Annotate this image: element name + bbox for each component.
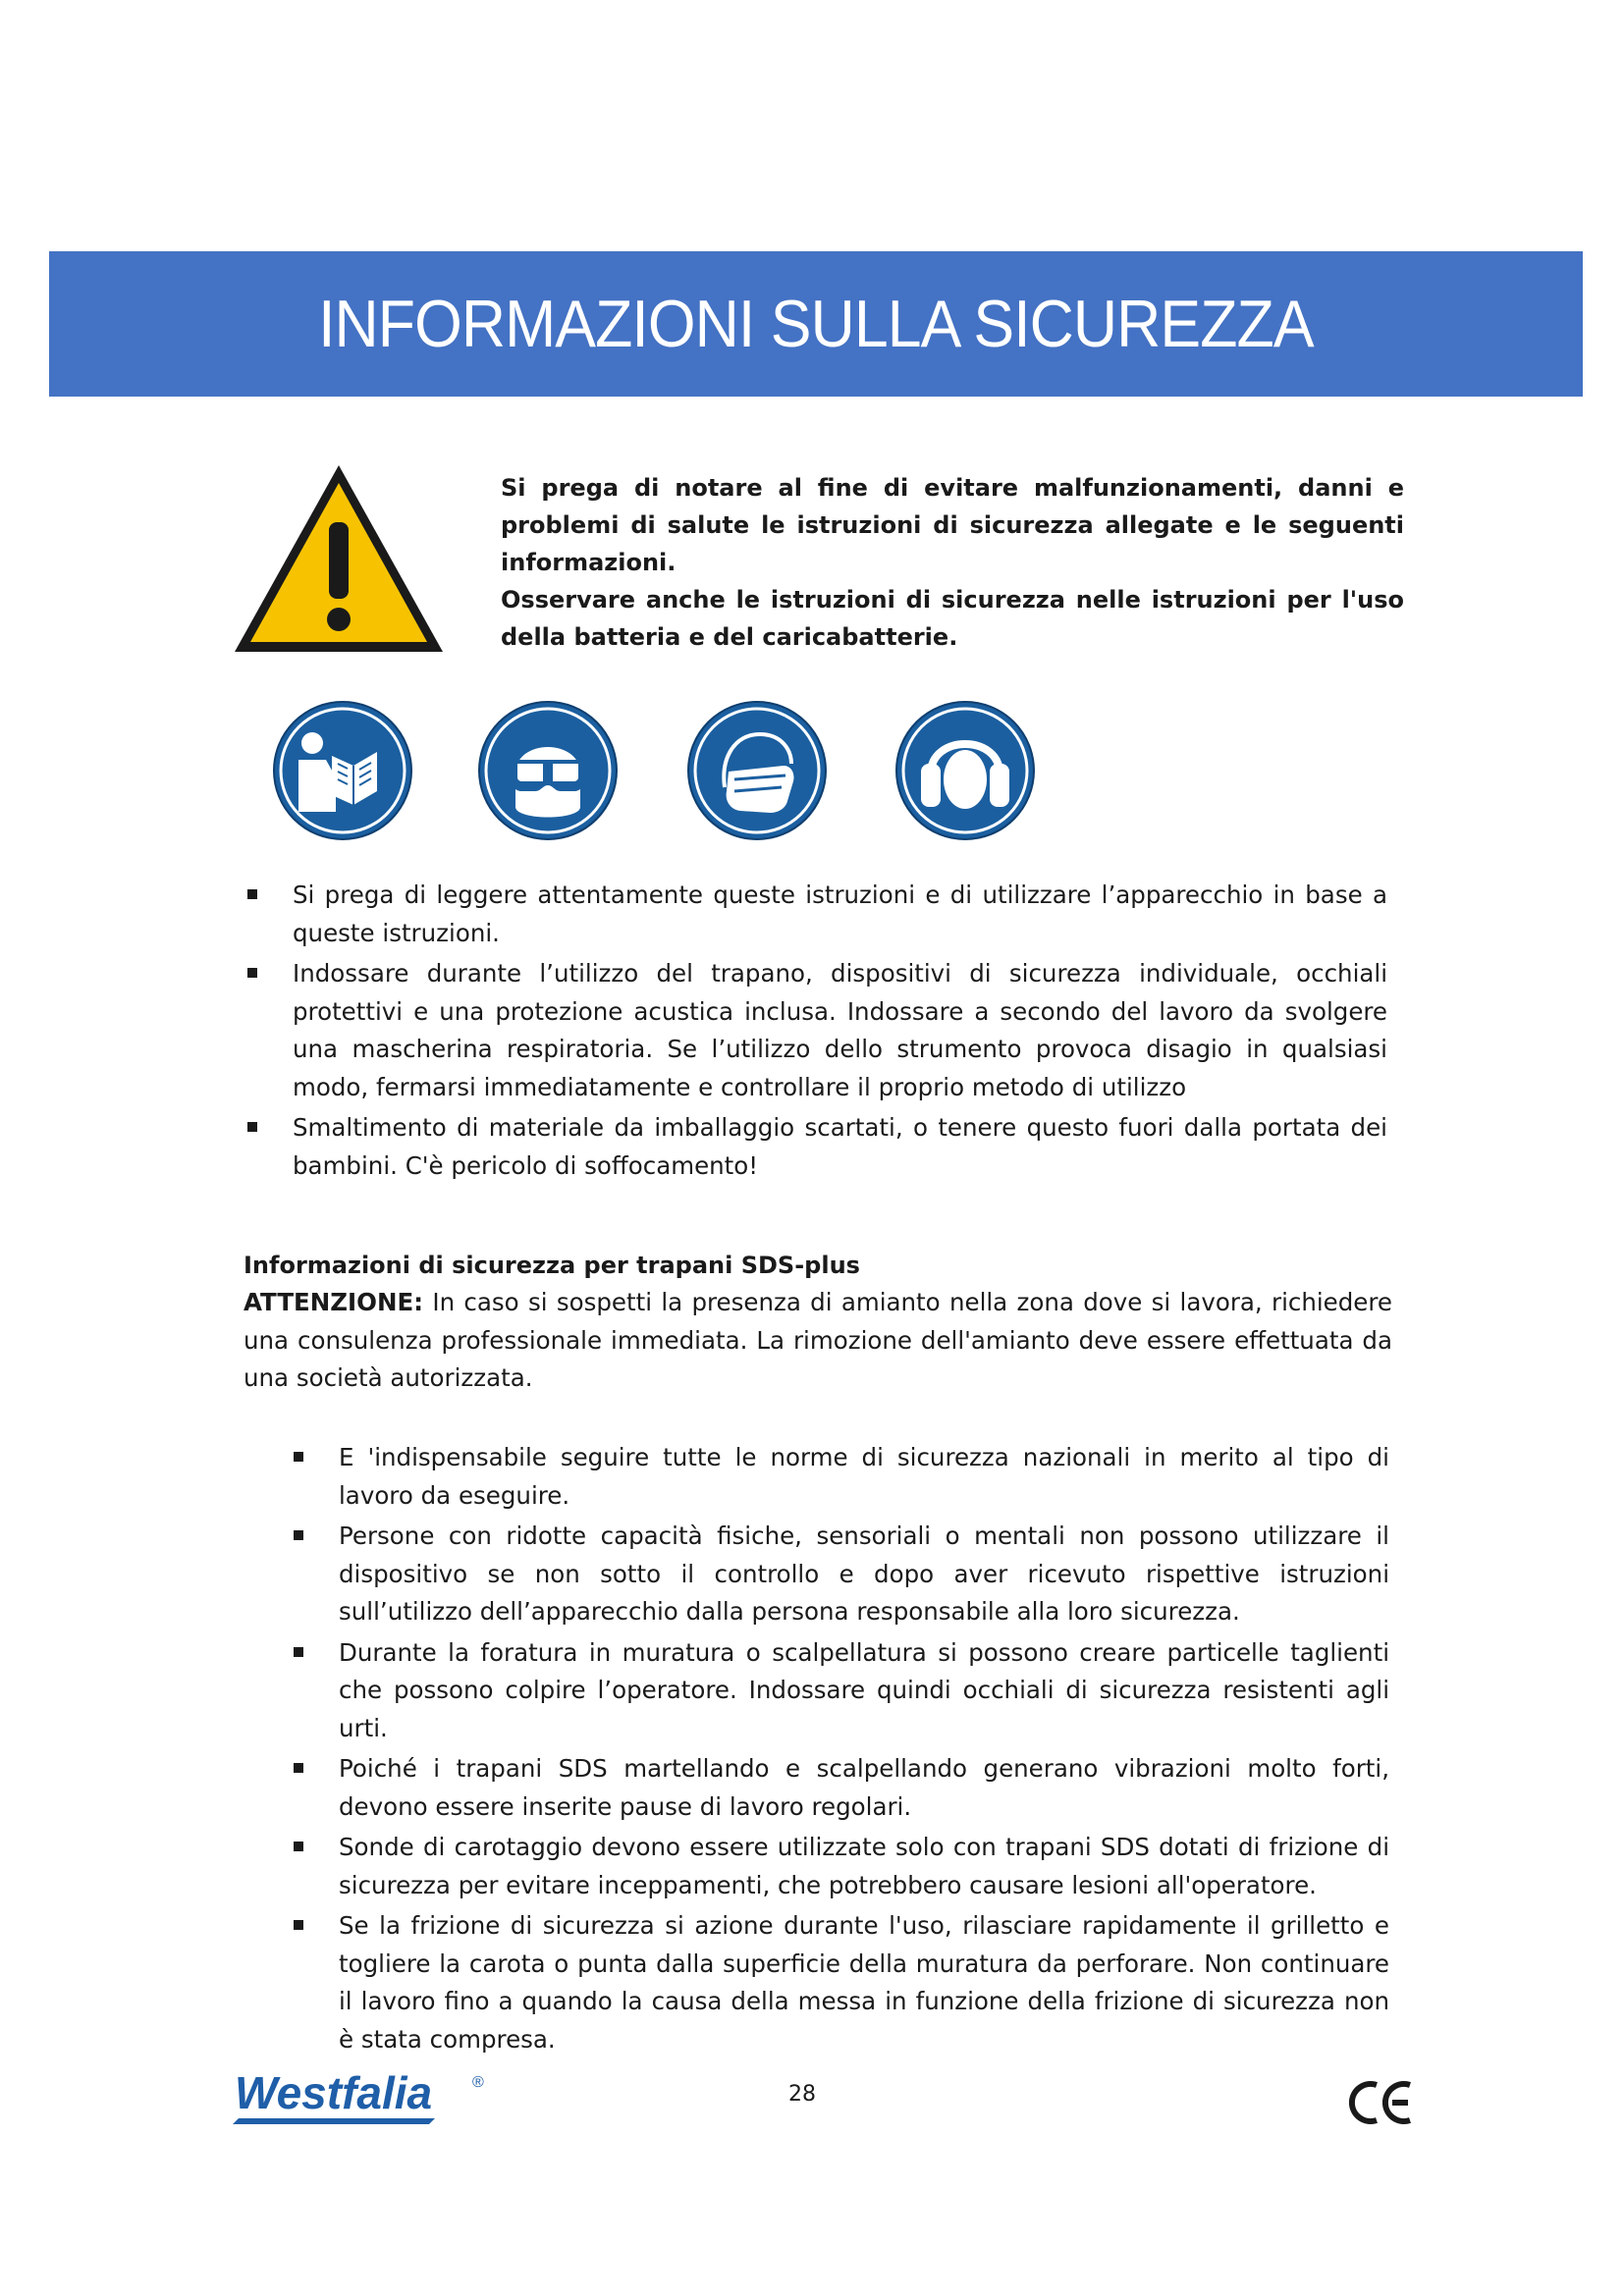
sds-plus-section bbox=[244, 1247, 1392, 1398]
list-item: Smaltimento di materiale da imballaggio scartati, o tenere questo fuori dalla portata dei bambini. C'è pericolo di soffocamento! bbox=[244, 1109, 1387, 1185]
intro-paragraph-2: Osservare anche le istruzioni di sicurezza nelle istruzioni per l'uso della batteria e del caricabatterie. bbox=[501, 586, 1404, 651]
list-item: Indossare durante l’utilizzo del trapano, dispositivi di sicurezza individuale, occhiali protettivi e una protezione acustica inclusa. Indossare a secondo del lavoro da svolgere una mascherina respiratoria. Se l’utilizzo dello strumento provoca disagio in qualsiasi modo, fermarsi immediatamente e controllare il proprio metodo di utilizzo bbox=[244, 955, 1387, 1106]
list-item: Durante la foratura in muratura o scalpellatura si possono creare particelle taglienti che possono colpire l’operatore. Indossare quindi occhiali di sicurezza resistenti agli urti. bbox=[290, 1634, 1389, 1748]
warning-triangle-icon bbox=[231, 461, 447, 658]
list-item: Si prega di leggere attentamente queste istruzioni e di utilizzare l’apparecchio in base a queste istruzioni. bbox=[244, 877, 1387, 952]
page-number: 28 bbox=[788, 2082, 816, 2107]
intro-paragraph-1: Si prega di notare al fine di evitare malfunzionamenti, danni e problemi di salute le istruzioni di sicurezza allegate e le seguenti informazioni. bbox=[501, 474, 1404, 576]
svg-text:®: ® bbox=[472, 2074, 484, 2091]
general-safety-list bbox=[244, 877, 1387, 1188]
sds-safety-list bbox=[290, 1439, 1389, 2061]
list-item: Poiché i trapani SDS martellando e scalpellando generano vibrazioni molto forti, devono essere inserite pause di lavoro regolari. bbox=[290, 1750, 1389, 1826]
list-item: E 'indispensabile seguire tutte le norme di sicurezza nazionali in merito al tipo di lavoro da eseguire. bbox=[290, 1439, 1389, 1515]
safety-goggles-icon bbox=[476, 699, 620, 842]
attention-paragraph bbox=[244, 1284, 1392, 1398]
page-title: INFORMAZIONI SULLA SICUREZZA bbox=[318, 287, 1314, 361]
list-item: Sonde di carotaggio devono essere utilizzate solo con trapani SDS dotati di frizione di sicurezza per evitare inceppamenti, che potrebbero causare lesioni all'operatore. bbox=[290, 1829, 1389, 1904]
title-banner bbox=[49, 251, 1583, 397]
ear-protection-icon bbox=[893, 699, 1037, 842]
attention-label: ATTENZIONE: bbox=[244, 1288, 424, 1316]
section-heading: Informazioni di sicurezza per trapani SDS-plus bbox=[244, 1252, 860, 1279]
list-item: Se la frizione di sicurezza si azione durante l'uso, rilasciare rapidamente il grilletto e togliere la carota o punta dalla superficie della muratura da perforare. Non continuare il lavoro fino a quando la causa della messa in funzione della frizione di sicurezza non è stata compresa. bbox=[290, 1907, 1389, 2058]
logo-text: Westfalia bbox=[235, 2067, 433, 2118]
list-item: Persone con ridotte capacità fisiche, sensoriali o mentali non possono utilizzare il dispositivo se non sotto il controllo e dopo aver ricevuto rispettive istruzioni sull’utilizzo dell’apparecchio dalla persona responsabile alla loro sicurezza. bbox=[290, 1518, 1389, 1631]
westfalia-logo bbox=[231, 2065, 506, 2124]
ce-mark-icon bbox=[1347, 2079, 1416, 2126]
read-manual-icon bbox=[271, 699, 414, 842]
attention-text: In caso si sospetti la presenza di amianto nella zona dove si lavora, richiedere una consulenza professionale immediata. La rimozione dell'amianto deve essere effettuata da una società autorizzata. bbox=[244, 1288, 1392, 1392]
intro-notice bbox=[501, 469, 1404, 656]
dust-mask-icon bbox=[685, 699, 829, 842]
